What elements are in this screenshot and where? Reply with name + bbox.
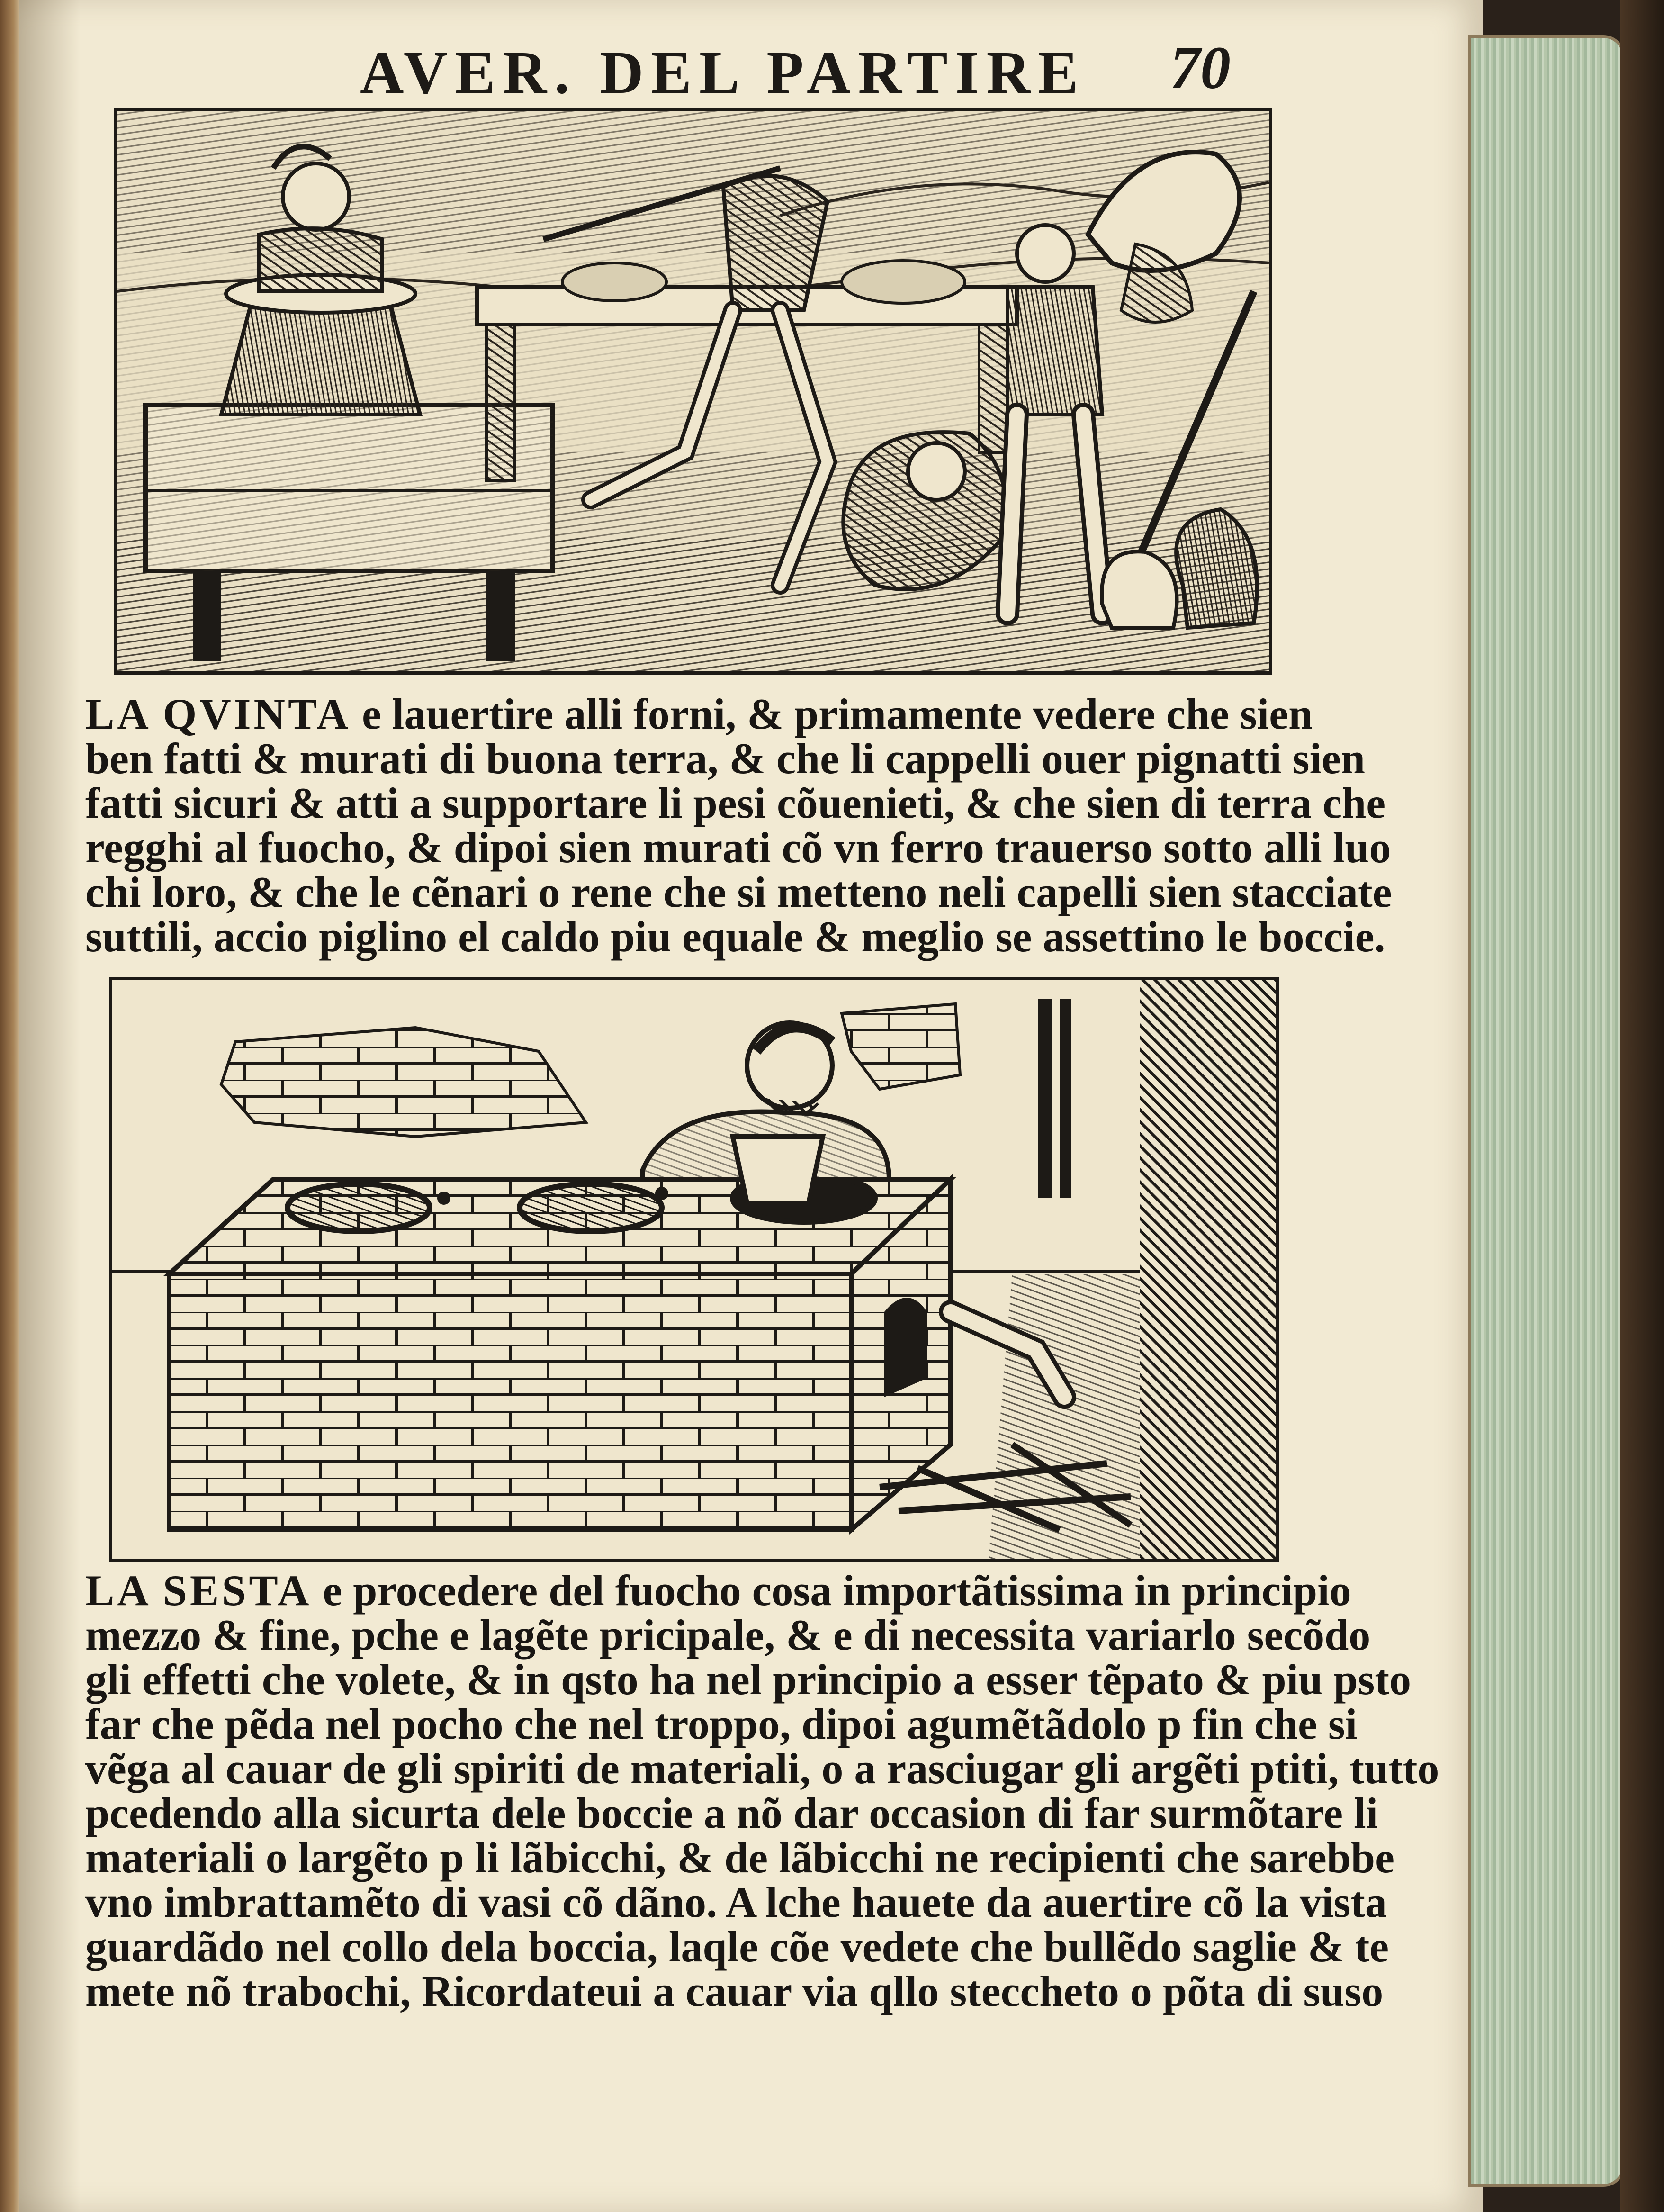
text-line: far che pẽda nel pocho che nel troppo, dipoi agumẽtãdolo p fin che si xyxy=(85,1700,1358,1748)
text-line: regghi al fuocho, & dipoi sien murati cõ vn ferro trauerso sotto alli luo xyxy=(85,823,1391,872)
text-line: gli effetti che volete, & in qsto ha nel principio a esser tẽpato & piu psto xyxy=(85,1655,1411,1704)
text-line: ben fatti & murati di buona terra, & che li cappelli ouer pignatti sien xyxy=(85,734,1366,783)
gutter-shadow xyxy=(19,0,81,2212)
text-line: materiali o largẽto p li lãbicchi, & de lãbicchi ne recipienti che sarebbe xyxy=(85,1833,1394,1882)
book-cover-right xyxy=(1620,0,1664,2212)
running-head xyxy=(123,33,1260,104)
paragraph-la-quinta xyxy=(85,690,1392,961)
text-line: guardãdo nel collo dela boccia, laqle cõe vedete che bullẽdo saglie & te xyxy=(85,1923,1389,1971)
woodcut-illustration-workers xyxy=(114,108,1272,675)
text-line xyxy=(85,690,1313,738)
paragraph-la-sesta xyxy=(85,1566,1439,2015)
page-number: 70 xyxy=(1170,34,1231,101)
text-line: chi loro, & che le cẽnari o rene che si metteno neli capelli sien stacciate xyxy=(85,868,1392,916)
woodcut-illustration-furnace xyxy=(109,977,1279,1562)
text-line: suttili, accio piglino el caldo piu equale & meglio se assettino le boccie. xyxy=(85,912,1385,961)
text-line: vno imbrattamẽto di vasi cõ dãno. A lche hauete da auertire cõ la vista xyxy=(85,1878,1387,1926)
woodcut-workers-drawing xyxy=(117,111,1269,671)
text-line-content: e lauertire alli forni, & primamente vedere che sien xyxy=(361,690,1313,738)
running-title: AVER. DEL PARTIRE xyxy=(360,39,1086,106)
text-line-content: e procedere del fuocho cosa importãtissima in principio xyxy=(323,1566,1351,1615)
paragraph-lead: LA QVINTA xyxy=(85,690,351,738)
woodcut-furnace-drawing xyxy=(112,980,1276,1559)
paragraph-lead: LA SESTA xyxy=(85,1566,312,1615)
text-line: mezzo & fine, pche e lagẽte pricipale, & e di necessita variarlo secõdo xyxy=(85,1611,1371,1659)
text-line: fatti sicuri & atti a supportare li pesi cõuenieti, & che sien di terra che xyxy=(85,779,1386,827)
text-line: mete nõ trabochi, Ricordateui a cauar via qllo steccheto o põta di suso xyxy=(85,1967,1384,2015)
page-edges xyxy=(1471,38,1622,2184)
text-line: vẽga al cauar de gli spiriti de materiali, o a rasciugar gli argẽti ptiti, tutto xyxy=(85,1744,1439,1793)
text-line: pcedendo alla sicurta dele boccie a nõ dar occasion di far surmõtare li xyxy=(85,1789,1378,1837)
text-line xyxy=(85,1566,1351,1615)
